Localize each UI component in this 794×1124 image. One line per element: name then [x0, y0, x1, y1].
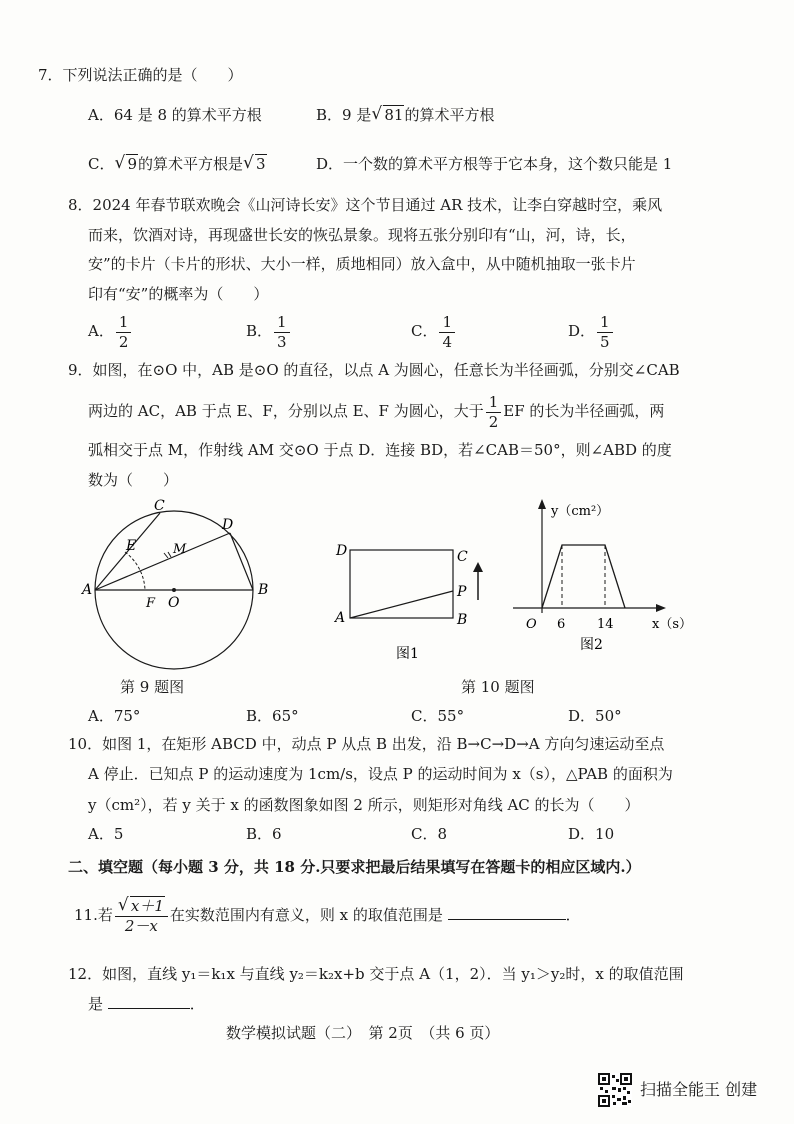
x-axis-label: x（s） — [652, 617, 693, 632]
label-c: C — [457, 549, 468, 565]
q8-option-d: D． $\frac{1}{5}$ — [568, 312, 615, 352]
q10-option-a: A．5 — [88, 825, 124, 843]
q8-option-b: B． $\frac{1}{3}$ — [246, 312, 292, 352]
q10-option-b: B．6 — [246, 825, 282, 843]
label-m: M — [173, 542, 187, 557]
graph-line — [542, 545, 625, 608]
label-d: D — [336, 543, 348, 559]
q10-option-d: D．10 — [568, 825, 615, 843]
label-e: E — [126, 538, 137, 554]
q11-answer-blank[interactable] — [448, 919, 566, 920]
figure-2-caption: 图2 — [580, 637, 603, 653]
q10-line-2: A 停止．已知点 P 的运动速度为 1cm/s，设点 P 的运动时间为 x（s），△PAB 的面积为 — [88, 765, 673, 783]
q7-stem: 7．下列说法正确的是（ ） — [38, 66, 243, 84]
y-axis-arrow-icon — [538, 499, 546, 509]
figure-10-1 — [330, 540, 490, 670]
q9-line-4: 数为（ ） — [88, 471, 179, 489]
arc-marks-m — [164, 552, 171, 558]
q7-option-c: C．√ 9的算术平方根是√ 3 — [88, 154, 267, 174]
tick-6: 6 — [557, 617, 566, 632]
rect-abcd — [350, 550, 453, 618]
qr-code-icon — [598, 1073, 632, 1107]
figure-9 — [80, 495, 270, 670]
label-p: P — [457, 584, 467, 600]
arrowhead-icon — [473, 562, 483, 572]
chord-bd — [230, 533, 253, 590]
ray-am — [95, 533, 230, 590]
label-o: O — [168, 595, 180, 611]
q7-option-b: B．9 是√ 81的算术平方根 — [316, 105, 494, 125]
label-b: B — [457, 612, 468, 628]
q9-line-1: 9．如图，在⊙O 中，AB 是⊙O 的直径，以点 A 为圆心，任意长为半径画弧，分别交∠CAB — [68, 361, 680, 379]
figure-1-caption: 图1 — [396, 646, 419, 662]
q8-line-4: 印有“安”的概率为（ ） — [88, 285, 269, 303]
q10-figure-caption: 第 10 题图 — [461, 678, 535, 696]
label-a: A — [82, 582, 93, 598]
q7-option-d: D．一个数的算术平方根等于它本身，这个数只能是 1 — [316, 155, 673, 173]
section-2-title: 二、填空题（每小题 3 分，共 18 分.只要求把最后结果填写在答题卡的相应区域内.） — [68, 858, 641, 876]
label-c: C — [154, 498, 165, 514]
q10-line-3: y（cm²），若 y 关于 x 的函数图象如图 2 所示，则矩形对角线 AC 的长为（ ） — [88, 796, 640, 814]
arc-ef — [125, 552, 145, 590]
figure-10-2 — [505, 495, 705, 665]
q9-option-c: C．55° — [411, 707, 465, 725]
q8-line-3: 安”的卡片（卡片的形状、大小一样，质地相同）放入盒中，从中随机抽取一张卡片 — [88, 255, 636, 273]
q11-line: 11.若 √ $\frac{x+1}{2-x}$ 在实数范围内有意义，则 x 的取值范围是 ． — [74, 892, 581, 938]
origin-label: O — [526, 617, 537, 632]
label-b: B — [258, 582, 269, 598]
label-a: A — [335, 610, 346, 626]
q8-option-c: C． $\frac{1}{4}$ — [411, 312, 457, 352]
q12-answer-blank[interactable] — [108, 1008, 190, 1009]
q9-figure-caption: 第 9 题图 — [120, 678, 185, 696]
tick-14: 14 — [597, 617, 614, 632]
y-axis-label: y（cm²） — [551, 504, 610, 519]
label-f: F — [146, 596, 156, 611]
page-footer: 数学模拟试题（二） 第 2页 （共 6 页） — [226, 1024, 500, 1042]
segment-ap — [350, 591, 453, 618]
q12-line-1: 12．如图，直线 y₁＝k₁x 与直线 y₂＝k₂x+b 交于点 A（1，2）．当 y₁＞y₂时，x 的取值范围 — [68, 965, 684, 983]
q8-line-2: 而来，饮酒对诗，再现盛世长安的恢弘景象。现将五张分别印有“山，河，诗，长， — [88, 226, 636, 244]
q12-line-2: 是 ． — [88, 995, 205, 1013]
q8-line-1: 8．2024 年春节联欢晚会《山河诗长安》这个节目通过 AR 技术，让李白穿越时空，乘风 — [68, 196, 663, 214]
point-o — [172, 588, 176, 592]
q9-option-a: A．75° — [88, 707, 141, 725]
q7-option-a: A．64 是 8 的算术平方根 — [88, 106, 262, 124]
q8-option-a: A． $\frac{1}{2}$ — [88, 312, 133, 352]
x-axis-arrow-icon — [656, 604, 666, 612]
q9-option-d: D．50° — [568, 707, 622, 725]
q10-option-c: C．8 — [411, 825, 448, 843]
q9-line-3: 弧相交于点 M，作射线 AM 交⊙O 于点 D．连接 BD，若∠CAB＝50°，则∠ABD 的度 — [88, 441, 672, 459]
q9-line-2: 两边的 AC，AB 于点 E、F，分别以点 E、F 为圆心，大于 $\frac{1}{2}$ EF 的长为半径画弧，两 — [88, 392, 665, 431]
watermark-text: 扫描全能王 创建 — [640, 1080, 758, 1099]
label-d: D — [222, 517, 234, 533]
q10-line-1: 10．如图 1，在矩形 ABCD 中，动点 P 从点 B 出发，沿 B→C→D→A 方向匀速运动至点 — [68, 735, 665, 753]
q9-option-b: B．65° — [246, 707, 299, 725]
